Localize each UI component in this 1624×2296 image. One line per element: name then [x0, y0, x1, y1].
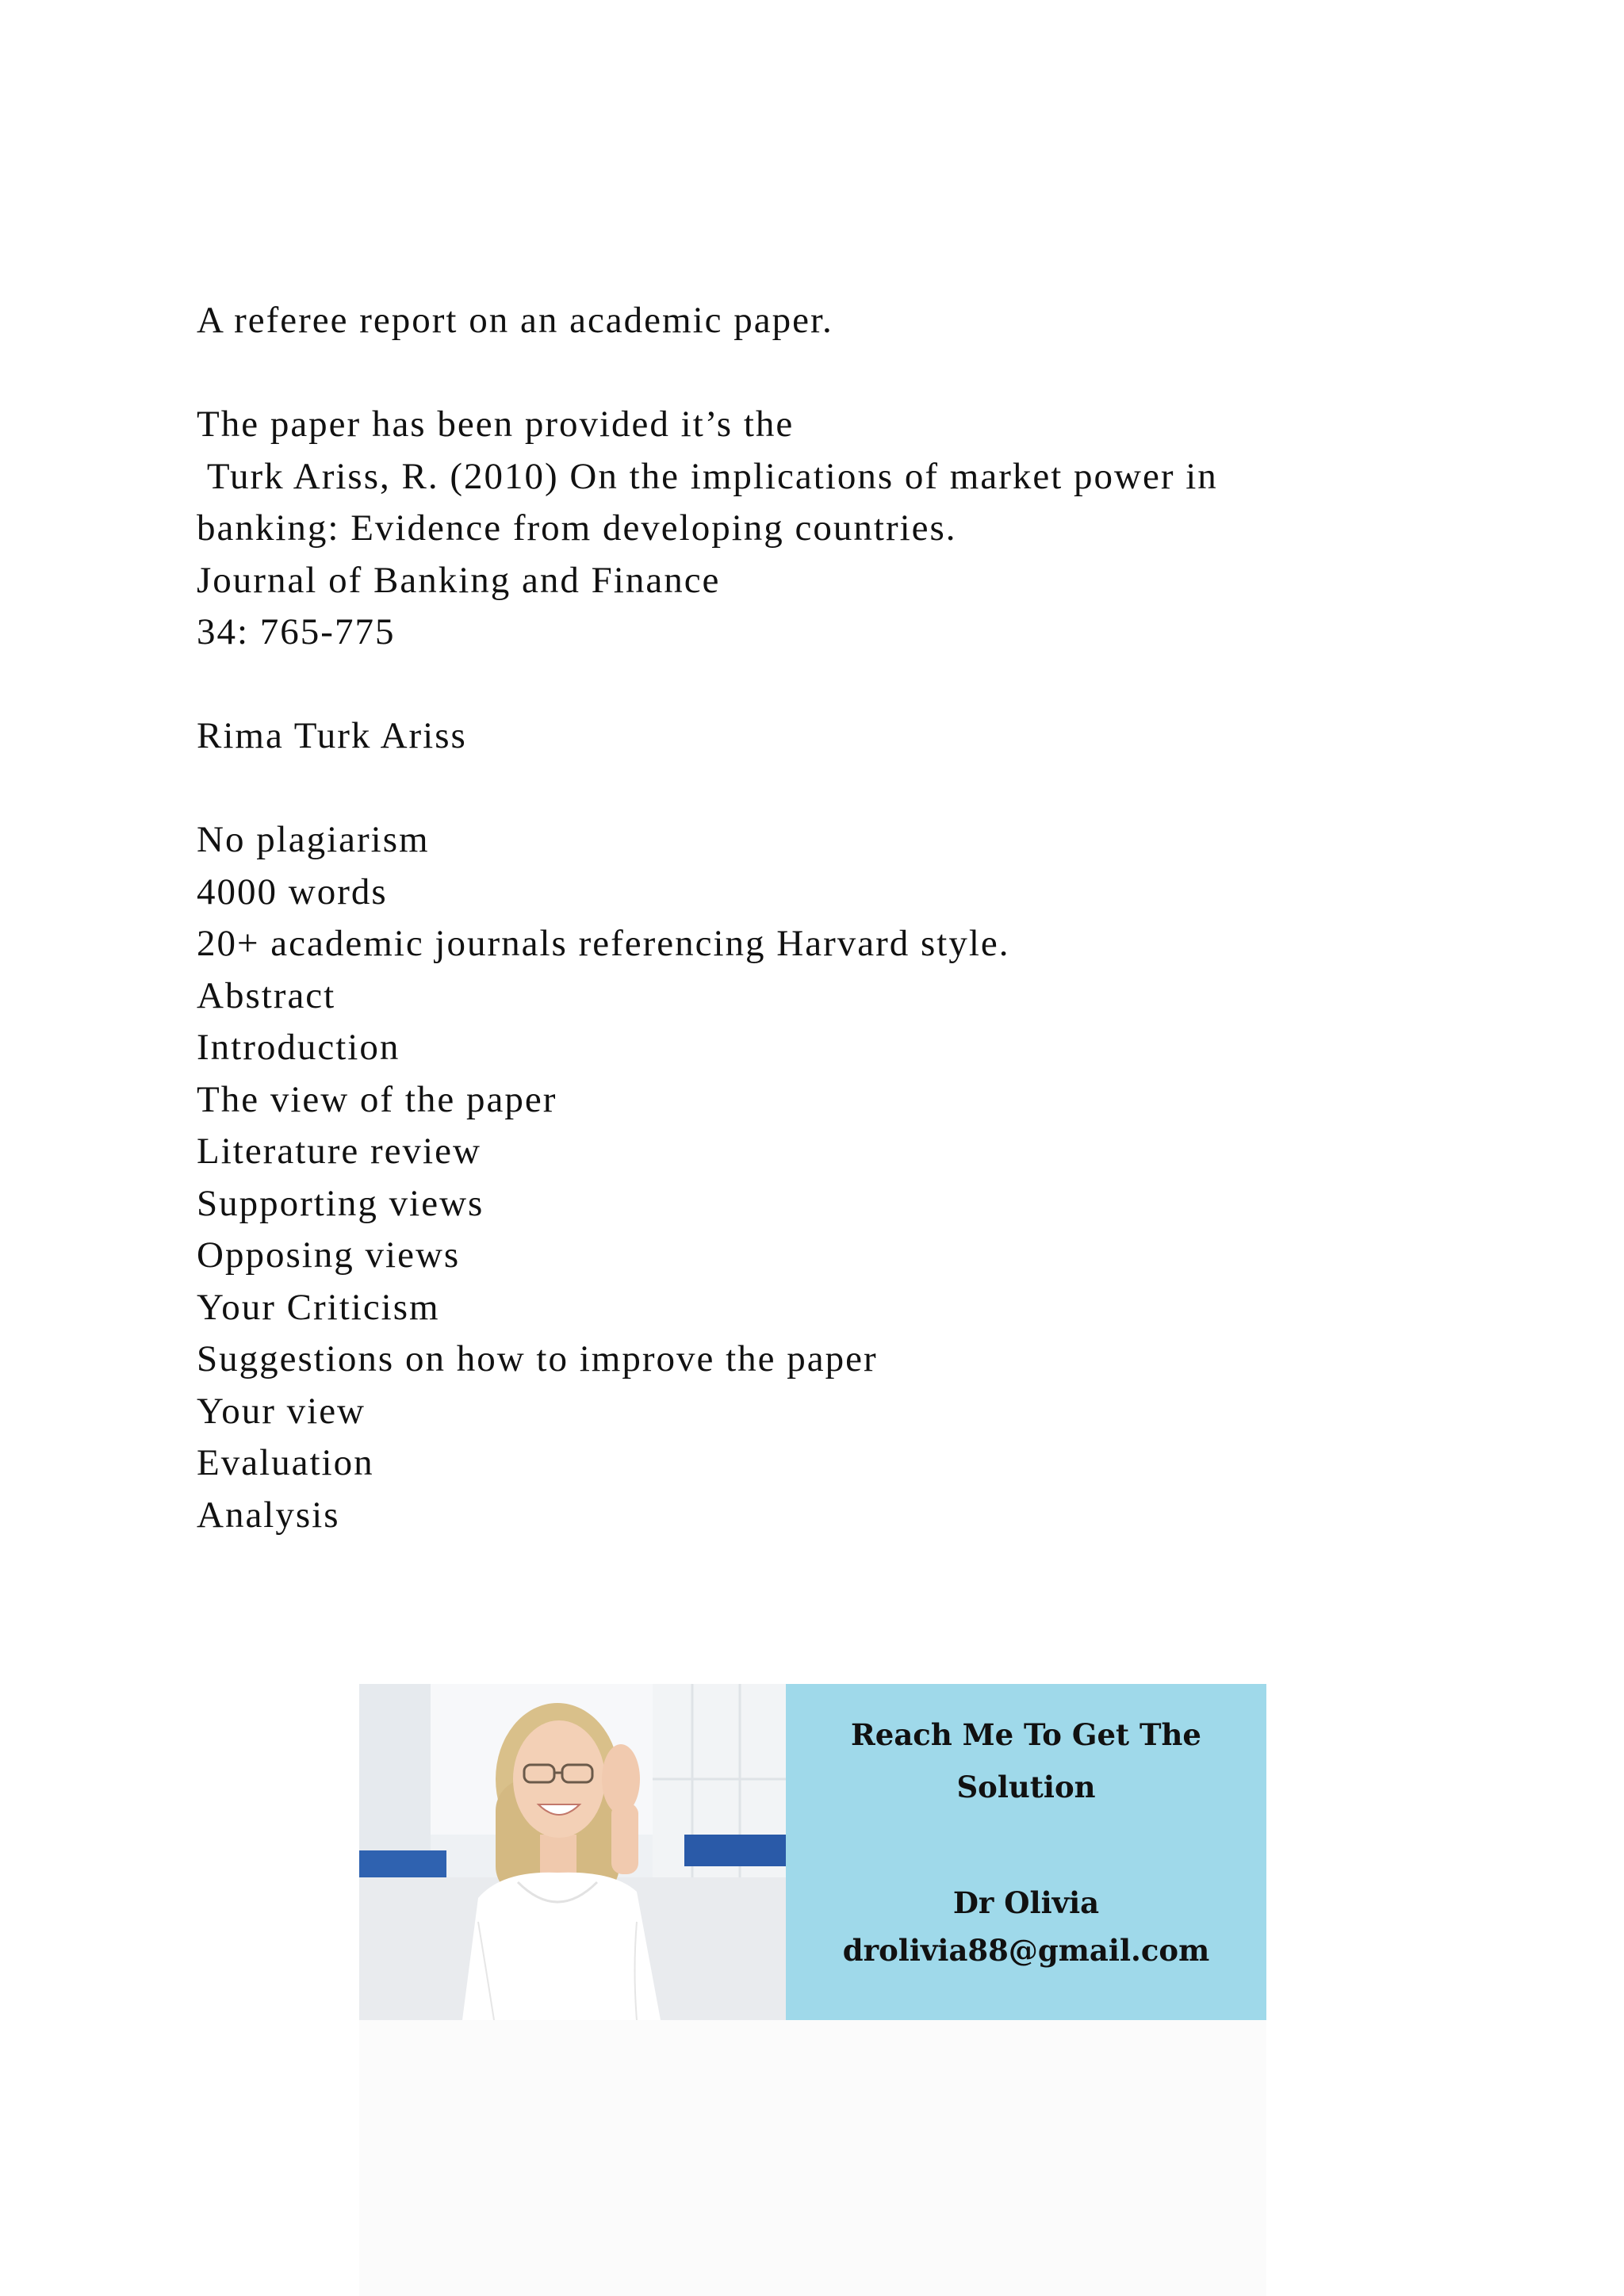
section-item: Suggestions on how to improve the paper: [197, 1338, 878, 1380]
contact-info-panel: [786, 1684, 1266, 2020]
section-item: Evaluation: [197, 1442, 374, 1483]
contact-email: drolivia88@gmail.com: [842, 1933, 1210, 1968]
section-item: Introduction: [197, 1027, 400, 1068]
section-item: Abstract: [197, 974, 336, 1016]
tutor-photo: [359, 1684, 786, 2020]
section-item: Supporting views: [197, 1182, 485, 1224]
blank-line: [197, 763, 1465, 815]
document-title: A referee report on an academic paper.: [197, 300, 833, 341]
image-bottom-margin: [359, 2020, 1266, 2296]
requirement-item: No plagiarism: [197, 819, 430, 860]
citation-line: banking: Evidence from developing countries.: [197, 507, 957, 549]
contact-name: Dr Olivia: [952, 1885, 1100, 1920]
section-item: Analysis: [197, 1494, 340, 1536]
section-item: Literature review: [197, 1131, 481, 1172]
banner-headline: Solution: [956, 1770, 1096, 1804]
blank-line: [197, 659, 1465, 711]
requirement-item: 4000 words: [197, 871, 388, 913]
citation-line: Turk Ariss, R. (2010) On the implications of market power in: [197, 455, 1218, 497]
paper-intro: The paper has been provided it’s the: [197, 404, 795, 445]
section-item: The view of the paper: [197, 1078, 557, 1120]
section-item: Your view: [197, 1390, 366, 1432]
volume-pages: 34: 765-775: [197, 611, 396, 652]
document-body: [197, 295, 1465, 1541]
contact-banner: [359, 1684, 1266, 2020]
section-item: Your Criticism: [197, 1286, 440, 1328]
banner-headline: Reach Me To Get The: [851, 1717, 1201, 1752]
requirement-item: 20+ academic journals referencing Harvard style.: [197, 923, 1010, 964]
author-name: Rima Turk Ariss: [197, 715, 467, 756]
section-item: Opposing views: [197, 1234, 461, 1276]
tutor-photo-illustration: [359, 1684, 786, 2020]
journal-name: Journal of Banking and Finance: [197, 559, 721, 601]
blank-line: [197, 347, 1465, 400]
